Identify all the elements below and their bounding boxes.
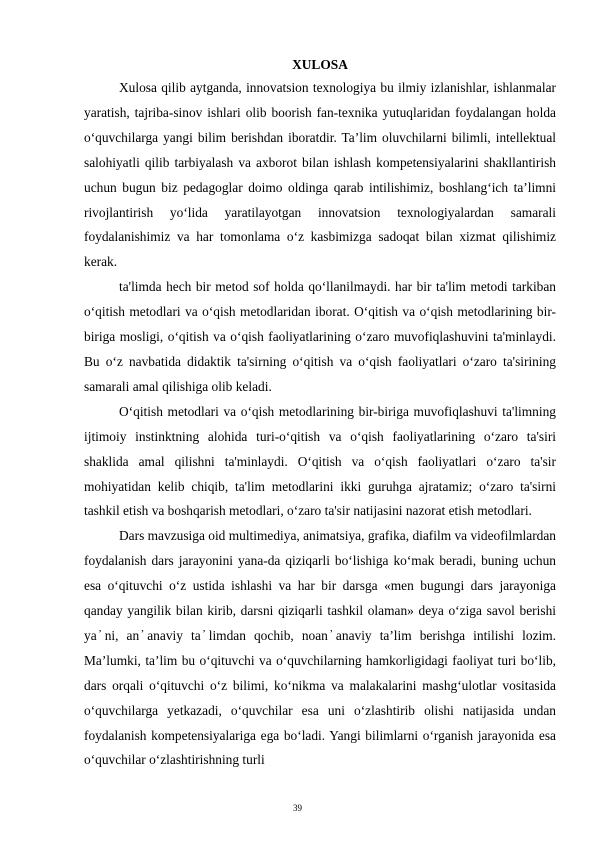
paragraph-4: Dars mavzusiga oid multimediya, animatsiya, grafika, diafilm va videofilmlardan foydalanish dars jarayonini yana-da qiziqarli bo‘lishiga ko‘mak beradi, buning uchun esa o‘qituvchi o‘z ustida ishlashi va har bir darsga «men bugungi dars jarayoniga qanday yangilik bilan kirib, darsni qiziqarli tashkil olaman» deya o‘ziga savol berishi ya ̓ni, an ̓anaviy ta ̓limdan qochib, noan ̓anaviy ta’lim berishga intilishi lozim. Ma’lumki, ta’lim bu o‘qituvchi va o‘quvchilarning hamkorligidagi faoliyat turi bo‘lib, dars orqali o‘qituvchi o‘z bilimi, ko‘nikma va malakalarini mashg‘ulotlar vositasida o‘quvchilarga yetkazadi, o‘quvchilar esa uni o‘zlashtirib olishi natijasida undan foydalanish kompetensiyalariga ega bo‘ladi. Yangi bilimlarni o‘rganish jarayonida esa o‘quvchilar o‘zlashtirishning turli [84,528,556,768]
page-number: 39 [293,803,302,813]
paragraph-3: O‘qitish metodlari va o‘qish metodlarining bir-biriga muvofiqlashuvi ta'limning ijtimoiy instinktning alohida turi-o‘qitish va o‘qish faoliyatlarining o‘zaro ta'siri shaklida amal qilishni ta'minlaydi. O‘qitish va o‘qish faoliyatlari o‘zaro ta'sir mohiyatidan kelib chiqib, ta'lim metodlarini ikki guruhga ajratamiz; o‘zaro ta'sirni tashkil etish va boshqarish metodlari, o‘zaro ta'sir natijasini nazorat etish metodlari. [84,403,556,519]
paragraph-1: Xulosa qilib aytganda, innovatsion texnologiya bu ilmiy izlanishlar, ishlanmalar yaratish, tajriba-sinov ishlari olib boorish fan-texnika yutuqlaridan foydalangan holda o‘quvchilarga yangi bilim berishdan iboratdir. Ta’lim oluvchilarni bilimli, intellektual salohiyatli qilib tarbiyalash va axborot bilan ishlash kompetensiyalarini shakllantirish uchun bugun biz pedagoglar doimo oldinga qarab intilishimiz, boshlang‘ich ta’limni rivojlantirish yo‘lida yaratilayotgan innovatsion texnologiyalardan samarali foydalanishimiz va har tomonlama o‘z kasbimizga sadoqat bilan xizmat qilishimiz kerak. [84,80,556,270]
paragraph-2: ta'limda hech bir metod sof holda qo‘llanilmaydi. har bir ta'lim metodi tarkiban o‘qitish metodlari va o‘qish metodlaridan iborat. O‘qitish va o‘qish metodlarining bir-biriga mosligi, o‘qitish va o‘qish faoliyatlarining o‘zaro muvofiqlashuvini ta'minlaydi. Bu o‘z navbatida didaktik ta'sirning o‘qitish va o‘qish faoliyatlari o‘zaro ta'sirining samarali amal qilishiga olib keladi. [84,279,556,394]
section-title: XULOSA [292,57,348,72]
document-page [84,54,556,773]
